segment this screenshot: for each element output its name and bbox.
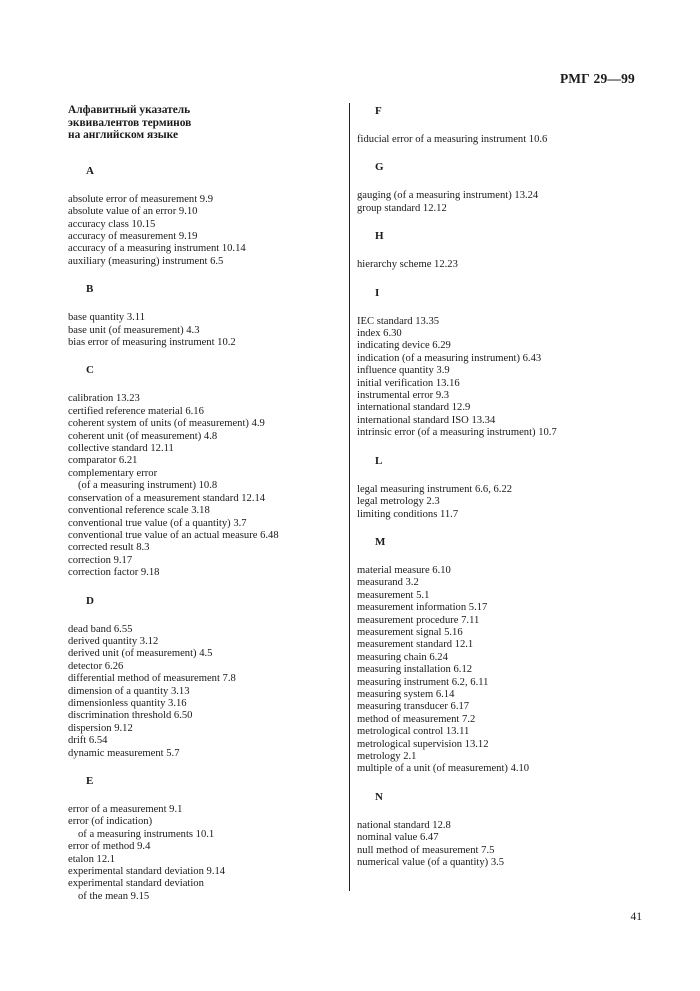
index-entry: initial verification 13.16	[357, 377, 460, 389]
index-entry: dynamic measurement 5.7	[68, 747, 180, 759]
column-divider	[349, 103, 350, 891]
section-g	[357, 160, 637, 215]
index-entry: error of a measurement 9.1	[68, 804, 183, 815]
index-entry: group standard 12.12	[357, 202, 447, 214]
index-entry: indication (of a measuring instrument) 6.43	[357, 352, 542, 364]
index-entry: metrological supervision 13.12	[357, 738, 489, 750]
index-entry: differential method of measurement 7.8	[68, 673, 236, 685]
index-entry: certified reference material 6.16	[68, 405, 204, 417]
index-entry: absolute error of measurement 9.9	[68, 193, 214, 205]
index-entry: auxiliary (measuring) instrument 6.5	[68, 255, 224, 267]
index-entry: accuracy of a measuring instrument 10.14	[68, 243, 246, 255]
index-entry: fiducial error of a measuring instrument 10.6	[357, 134, 548, 145]
index-entry: measurement 5.1	[357, 589, 430, 601]
left-column	[68, 104, 343, 917]
index-entry: error of method 9.4	[68, 841, 151, 853]
title-line: на английском языке	[68, 129, 178, 142]
index-entry: drift 6.54	[68, 735, 108, 747]
index-entry: collective standard 12.11	[68, 443, 174, 455]
index-entry: derived unit (of measurement) 4.5	[68, 648, 213, 660]
index-entry: correction 9.17	[68, 554, 133, 566]
section-letter: M	[375, 535, 386, 548]
index-entry: detector 6.26	[68, 660, 124, 672]
index-entry: base quantity 3.11	[68, 312, 145, 324]
index-entry: calibration 13.23	[68, 393, 140, 405]
index-entry-continuation: of a measuring instruments 10.1	[78, 828, 215, 840]
index-entry: derived quantity 3.12	[68, 635, 159, 647]
section-letter: E	[86, 775, 94, 787]
index-entry: legal metrology 2.3	[357, 496, 440, 508]
section-f	[357, 104, 637, 146]
index-entry: measurement standard 12.1	[357, 639, 474, 651]
index-entry: conventional true value (of a quantity) 3.7	[68, 517, 247, 529]
index-entry: material measure 6.10	[357, 564, 451, 576]
section-a	[68, 164, 343, 268]
index-entry: gauging (of a measuring instrument) 13.24	[357, 190, 539, 202]
index-entry: error (of indication)	[68, 816, 153, 828]
index-title	[68, 104, 343, 142]
index-entry: coherent unit (of measurement) 4.8	[68, 430, 218, 442]
right-column	[357, 104, 637, 883]
index-entry: metrological control 13.11	[357, 726, 470, 738]
index-entry: null method of measurement 7.5	[357, 844, 495, 856]
index-entry: experimental standard deviation	[68, 878, 204, 890]
index-entry: conservation of a measurement standard 12.14	[68, 492, 266, 504]
section-letter: N	[375, 790, 383, 803]
index-entry: complementary error	[68, 467, 158, 479]
index-entry: measuring chain 6.24	[357, 651, 448, 663]
index-entry: numerical value (of a quantity) 3.5	[357, 857, 505, 869]
index-entry: bias error of measuring instrument 10.2	[68, 337, 236, 349]
section-e	[68, 774, 343, 903]
index-entry-continuation: (of a measuring instrument) 10.8	[78, 480, 218, 492]
index-entry: index 6.30	[357, 328, 402, 340]
index-entry: limiting conditions 11.7	[357, 508, 459, 520]
index-entry: accuracy class 10.15	[68, 218, 156, 230]
section-letter: L	[375, 454, 383, 467]
index-entry: international standard ISO 13.34	[357, 414, 496, 426]
section-i	[357, 286, 637, 440]
title-line: Алфавитный указатель	[68, 104, 191, 116]
index-entry: dead band 6.55	[68, 623, 133, 635]
section-letter: C	[86, 364, 94, 377]
index-entry: influence quantity 3.9	[357, 365, 450, 377]
section-b	[68, 282, 343, 349]
title-line: эквивалентов терминов	[68, 116, 192, 129]
index-entry-continuation: of the mean 9.15	[78, 890, 150, 902]
section-n	[357, 790, 637, 870]
index-entry: metrology 2.1	[357, 751, 417, 762]
index-entry: IEC standard 13.35	[357, 315, 440, 327]
index-entry: dispersion 9.12	[68, 722, 133, 734]
section-letter: B	[86, 283, 94, 296]
index-entry: dimensionless quantity 3.16	[68, 697, 187, 709]
index-entry: conventional reference scale 3.18	[68, 505, 210, 517]
section-letter: F	[375, 105, 382, 117]
index-entry: coherent system of units (of measurement) 4.9	[68, 418, 265, 430]
section-c	[68, 363, 343, 579]
index-entry: measurement signal 5.16	[357, 626, 463, 638]
index-entry: intrinsic error (of a measuring instrument) 10.7	[357, 427, 557, 439]
index-entry: measurement information 5.17	[357, 602, 488, 614]
index-entry: nominal value 6.47	[357, 832, 439, 844]
index-entry: corrected result 8.3	[68, 542, 150, 554]
index-entry: method of measurement 7.2	[357, 713, 476, 725]
index-entry: measurand 3.2	[357, 577, 419, 589]
index-entry: legal measuring instrument 6.6, 6.22	[357, 483, 513, 495]
index-entry: measurement procedure 7.11	[357, 614, 480, 626]
index-entry: base unit (of measurement) 4.3	[68, 324, 200, 336]
index-entry: correction factor 9.18	[68, 567, 160, 579]
index-entry: measuring system 6.14	[357, 688, 455, 700]
index-entry: measuring transducer 6.17	[357, 701, 470, 713]
section-letter: A	[86, 164, 94, 177]
section-m	[357, 535, 637, 776]
index-entry: international standard 12.9	[357, 402, 471, 414]
index-entry: discrimination threshold 6.50	[68, 710, 193, 722]
section-l	[357, 454, 637, 521]
section-letter: I	[375, 286, 380, 299]
section-letter: G	[375, 161, 384, 174]
document-code: РМГ 29—99	[560, 71, 635, 86]
index-entry: comparator 6.21	[68, 455, 138, 467]
index-entry: instrumental error 9.3	[357, 390, 450, 402]
index-entry: accuracy of measurement 9.19	[68, 231, 198, 242]
index-entry: multiple of a unit (of measurement) 4.10	[357, 763, 530, 775]
section-h	[357, 229, 637, 271]
index-entry: absolute value of an error 9.10	[68, 206, 198, 218]
index-entry: conventional true value of an actual measure 6.48	[68, 529, 279, 541]
index-entry: indicating device 6.29	[357, 340, 451, 352]
index-entry: national standard 12.8	[357, 819, 451, 831]
index-entry: measuring instrument 6.2, 6.11	[357, 676, 489, 688]
index-entry: etalon 12.1	[68, 853, 116, 865]
section-letter: D	[86, 594, 94, 607]
index-entry: measuring installation 6.12	[357, 664, 473, 676]
section-d	[68, 594, 343, 760]
index-entry: dimension of a quantity 3.13	[68, 685, 190, 697]
page-number: 41	[630, 911, 642, 923]
section-letter: H	[375, 230, 384, 243]
index-entry: hierarchy scheme 12.23	[357, 259, 458, 271]
index-entry: experimental standard deviation 9.14	[68, 866, 226, 878]
